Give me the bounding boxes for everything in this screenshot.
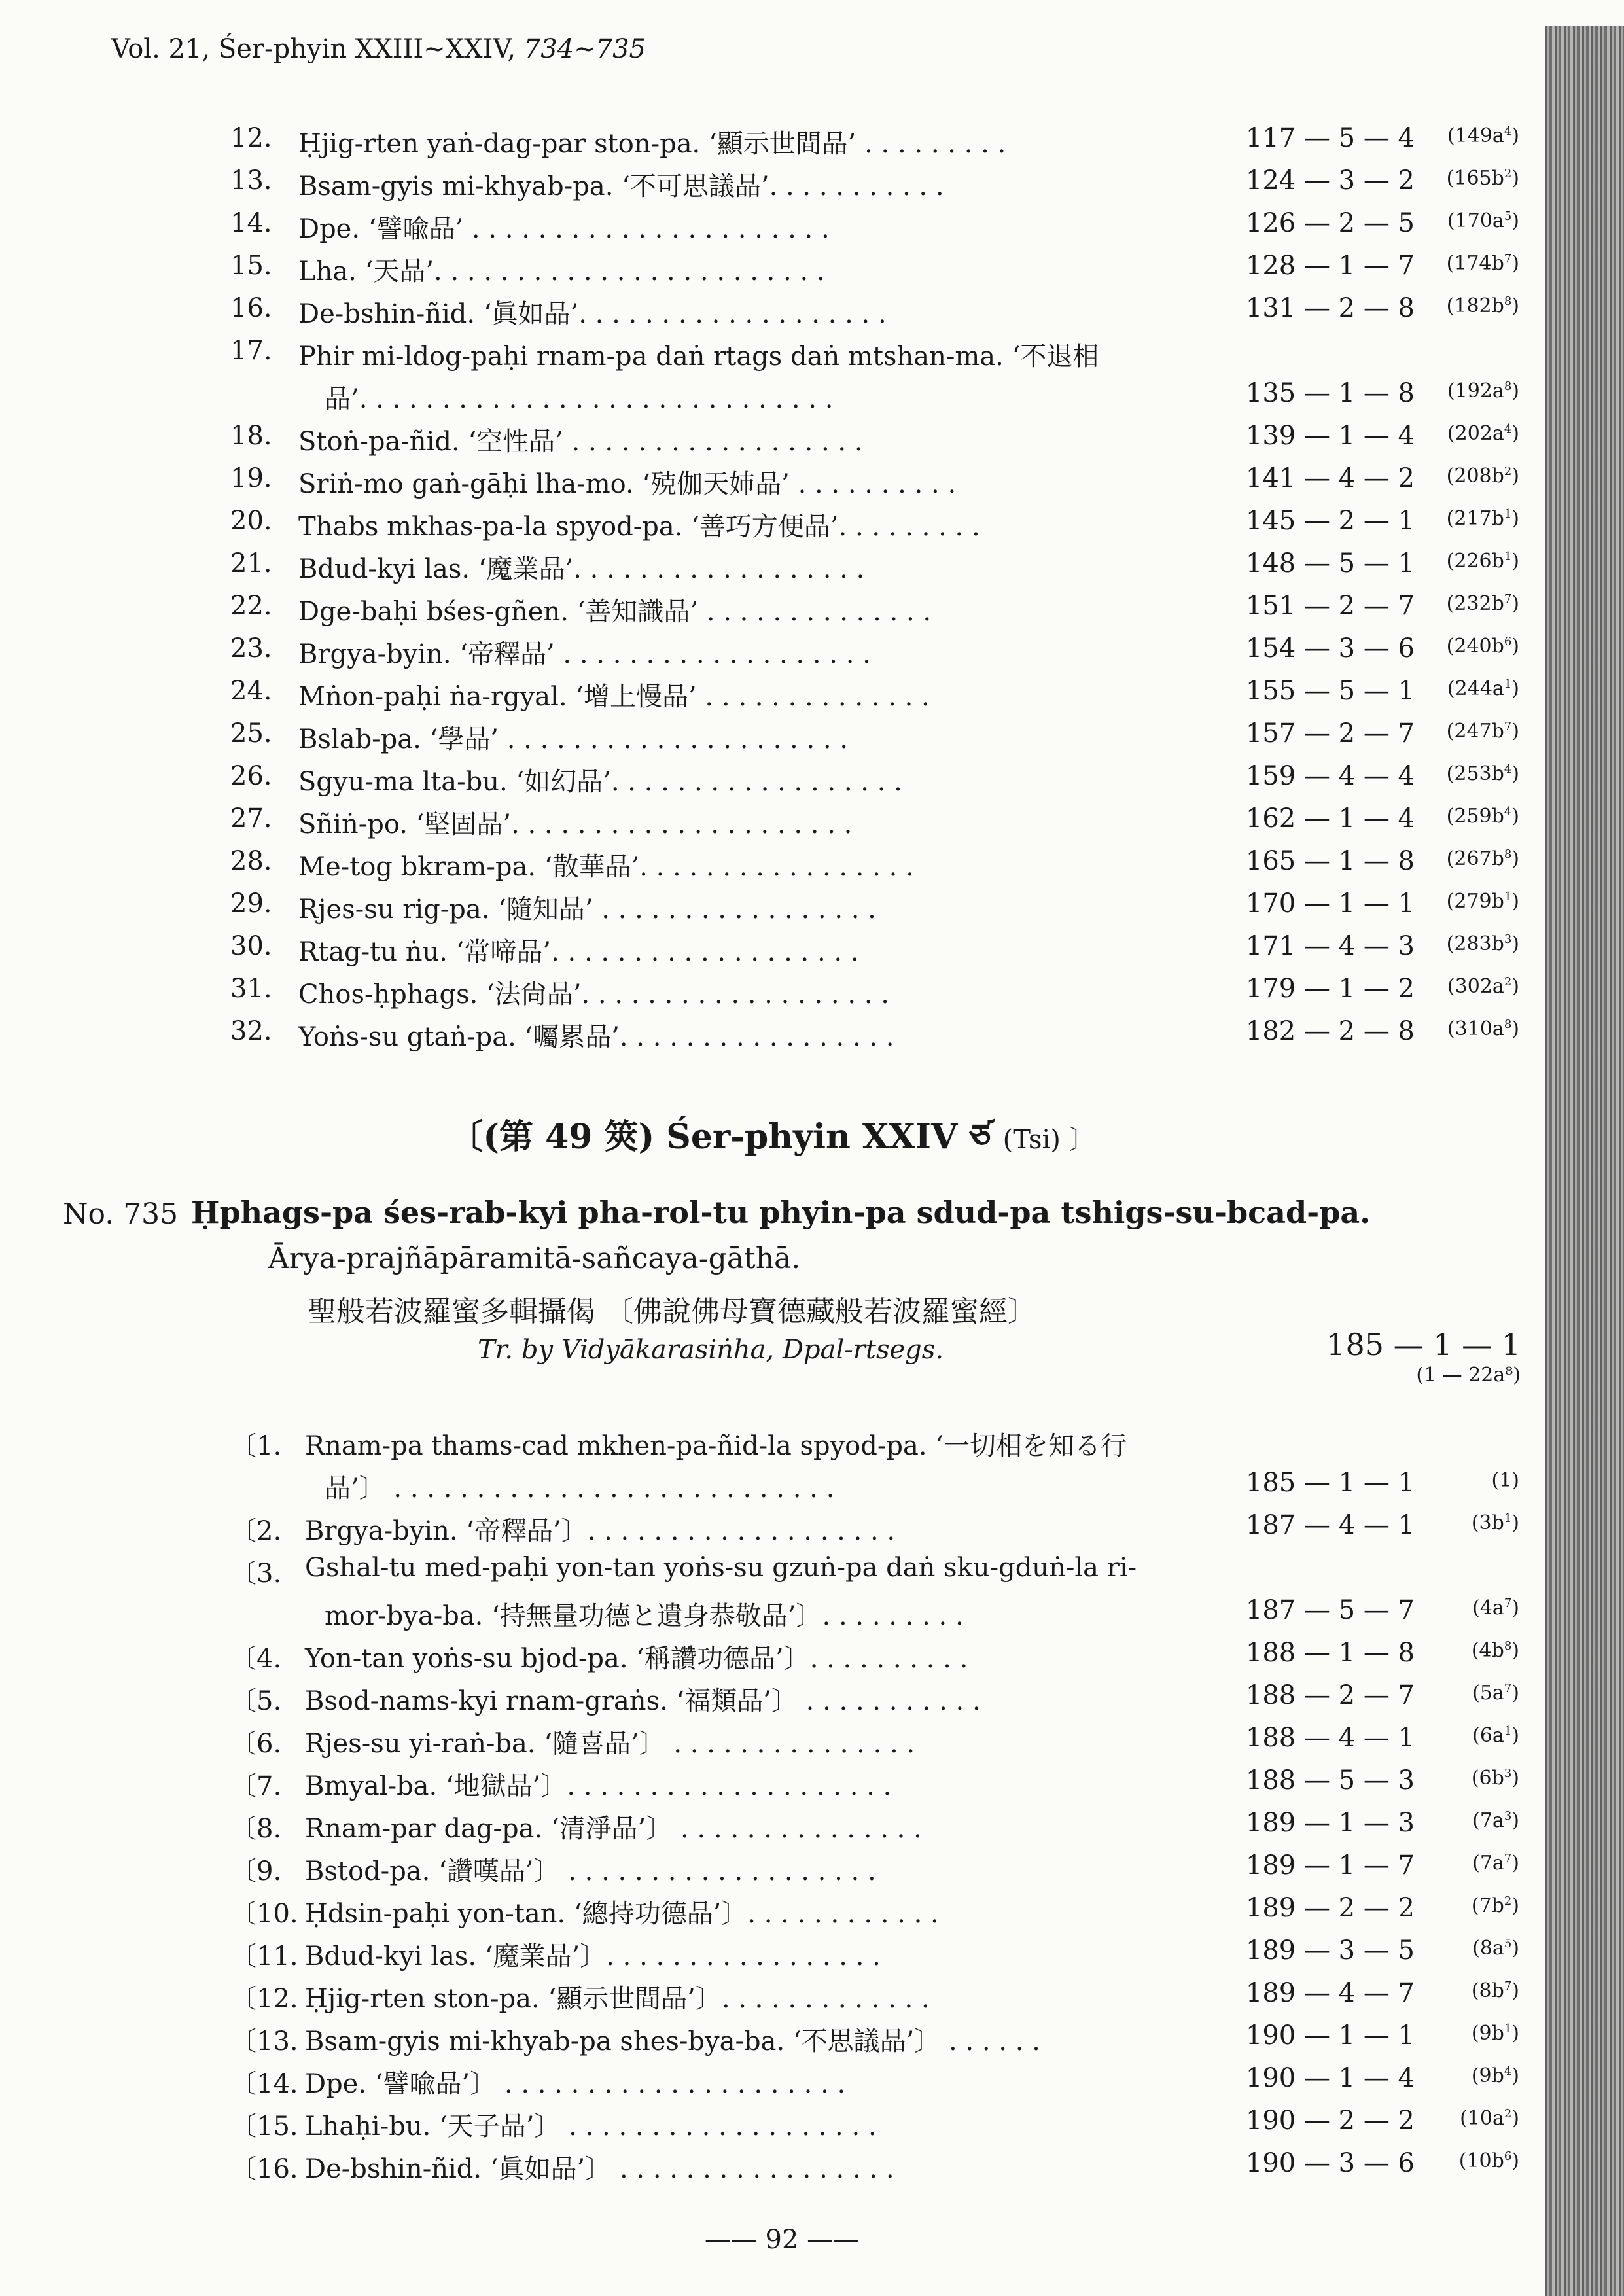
item-title: Bmyal-ba. ‘地獄品’〕. . . . . . . . . . . . . . . . . . . . [305,1771,892,1801]
item-folio-ref: $(302a^2)$ [1447,975,1519,998]
list-item [0,2148,1624,2187]
item-folio-ref: $(208b^2)$ [1446,465,1519,487]
item-volume-ref: 189 — 1 — 7 [1245,1850,1415,1881]
item-title: Dpe. ‘譬喩品’〕 . . . . . . . . . . . . . . . . . . . . . [305,2069,846,2099]
list-item [0,591,1624,630]
list-item [0,676,1624,715]
item-number: 31. [230,974,272,1004]
item-title-continuation: mor-bya-ba. ‘持無量功德と遺身恭敬品’〕. . . . . . . . . [325,1601,964,1631]
item-title: Yoṅs-su gtaṅ-pa. ‘囑累品’. . . . . . . . . . . . . . . . . [298,1022,894,1052]
item-volume-ref: 185 — 1 — 1 [1245,1468,1415,1498]
item-number: 〔4. [230,1644,282,1674]
page-header [111,34,646,64]
item-folio-ref: $(9b^4)$ [1471,2064,1519,2087]
item-title: Rnam-par dag-pa. ‘清淨品’〕 . . . . . . . . . . . . . . . [305,1814,922,1844]
item-number: 16. [230,293,272,323]
item-title: Phir mi-ldog-paḥi rnam-pa daṅ rtags daṅ mtshan-ma. ‘不退相 [298,342,1099,372]
item-folio-ref: (1) [1491,1469,1519,1492]
item-number: 29. [230,889,272,919]
item-volume-ref: 145 — 2 — 1 [1245,506,1415,536]
item-number: 24. [230,676,272,706]
item-folio-ref: $(9b^1)$ [1471,2022,1519,2045]
list-item [0,2063,1624,2102]
list-item [0,804,1624,843]
list-item [0,1425,1624,1504]
item-folio-ref: $(170a^5)$ [1447,209,1519,232]
list-item [0,889,1624,928]
item-folio-ref: $(4b^8)$ [1471,1639,1519,1662]
item-number: 〔16. [230,2154,298,2184]
item-folio-ref: $(253b^4)$ [1446,762,1519,785]
item-volume-ref: 154 — 3 — 6 [1245,633,1415,663]
item-title: Bsod-nams-kyi rnam-graṅs. ‘福類品’〕 . . . . . . . . . . . [305,1686,981,1716]
item-title: Rjes-su yi-raṅ-ba. ‘隨喜品’〕 . . . . . . . . . . . . . . . [305,1729,915,1759]
item-title: Lhaḥi-bu. ‘天子品’〕 . . . . . . . . . . . . . . . . . . . [305,2111,877,2142]
item-number: 26. [230,761,272,791]
item-title: Brgya-byin. ‘帝釋品’ . . . . . . . . . . . . . . . . . . . [298,639,871,669]
item-folio-ref: $(279b^1)$ [1446,890,1519,913]
tibetan-letter-tsi: ཙ [969,1117,991,1157]
item-title: Bstod-pa. ‘讚嘆品’〕 . . . . . . . . . . . . . . . . . . . [305,1856,876,1886]
item-folio-ref: $(244a^1)$ [1447,677,1519,700]
list-item [0,1765,1624,1805]
item-folio-ref: $(6a^1)$ [1472,1724,1519,1747]
item-number: 〔8. [230,1814,282,1844]
item-title: Ḥjig-rten yaṅ-dag-par ston-pa. ‘顯示世間品’ . . . . . . . . . [298,129,1006,159]
list-item [0,718,1624,758]
item-title: Yon-tan yoṅs-su bjod-pa. ‘稱讚功德品’〕. . . . . . . . . . [305,1644,968,1674]
list-item [0,846,1624,885]
item-title: Bdud-kyi las. ‘魔業品’. . . . . . . . . . . . . . . . . . [298,554,865,584]
item-number: 25. [230,718,272,749]
item-number: 〔12. [230,1984,298,2014]
item-volume-ref: 189 — 4 — 7 [1245,1978,1415,2008]
item-volume-ref: 135 — 1 — 8 [1245,378,1415,408]
item-number: 30. [230,931,272,961]
item-volume-ref: 179 — 1 — 2 [1245,974,1415,1004]
item-folio-ref: $(8b^7)$ [1471,1979,1519,2002]
header-volume: Vol. 21, Śer-phyin XXIII∼XXIV, [111,34,524,64]
list-item [0,548,1624,588]
section-heading-text: 〔(第 49 筴) Śer-phyin XXIV [449,1117,970,1157]
item-volume-ref: 148 — 5 — 1 [1245,548,1415,578]
item-number: 20. [230,506,272,536]
item-volume-ref: 141 — 4 — 2 [1245,463,1415,493]
item-title: Bsam-gyis mi-khyab-pa shes-bya-ba. ‘不思議品’〕 . . . . . . [305,2026,1040,2057]
item-volume-ref: 165 — 1 — 8 [1245,846,1415,876]
item-folio-ref: $(165b^2)$ [1446,167,1519,190]
item-volume-ref: 188 — 1 — 8 [1245,1638,1415,1668]
list-item [0,1978,1624,2017]
item-volume-ref: 189 — 2 — 2 [1245,1893,1415,1923]
item-title: Sriṅ-mo gaṅ-gāḥi lha-mo. ‘殑伽天姉品’ . . . . . . . . . . [298,469,957,499]
item-number: 〔11. [230,1941,298,1971]
item-title: Bsam-gyis mi-khyab-pa. ‘不可思議品’. . . . . . . . . . . [298,171,944,202]
item-title: Ḥdsin-paḥi yon-tan. ‘總持功德品’〕. . . . . . . . . . . . [305,1899,939,1929]
item-number: 〔5. [230,1686,282,1716]
item-volume-ref: 188 — 4 — 1 [1245,1723,1415,1753]
item-number: 28. [230,846,272,876]
item-volume-ref: 188 — 2 — 7 [1245,1680,1415,1710]
list-item [0,1510,1624,1549]
item-folio-ref: $(4a^7)$ [1472,1597,1519,1619]
list-item [0,166,1624,205]
list-item [0,293,1624,332]
item-number: 22. [230,591,272,621]
item-title: De-bshin-ñid. ‘眞如品’〕 . . . . . . . . . . . . . . . . . [305,2154,894,2184]
item-volume-ref: 157 — 2 — 7 [1245,718,1415,749]
item-volume-ref: 182 — 2 — 8 [1245,1016,1415,1046]
list-item [0,931,1624,970]
list-item [0,761,1624,800]
item-volume-ref: 117 — 5 — 4 [1245,123,1415,153]
item-title: Rjes-su rig-pa. ‘隨知品’ . . . . . . . . . . . . . . . . . [298,894,876,925]
item-title: Bslab-pa. ‘學品’ . . . . . . . . . . . . . . . . . . . . . [298,724,849,754]
item-volume-ref: 190 — 1 — 4 [1245,2063,1415,2093]
item-folio-ref: $(7a^3)$ [1472,1809,1519,1832]
entry-title: Ḥphags-pa śes-rab-kyi pha-rol-tu phyin-pa sdud-pa tshigs-su-bcad-pa. [191,1195,1371,1230]
list-item [0,974,1624,1013]
list-item [0,208,1624,247]
item-folio-ref: $(232b^7)$ [1446,592,1519,615]
item-volume-ref: 187 — 4 — 1 [1245,1510,1415,1540]
item-title: Ḥjig-rten ston-pa. ‘顯示世間品’〕. . . . . . . . . . . . . [305,1984,930,2014]
item-number: 〔14. [230,2069,298,2099]
item-folio-ref: $(202a^4)$ [1447,422,1519,445]
item-folio-ref: $(192a^8)$ [1447,380,1519,402]
item-number: 〔7. [230,1771,282,1801]
item-title: Stoṅ-pa-ñid. ‘空性品’ . . . . . . . . . . . . . . . . . . [298,427,863,457]
item-number: 21. [230,548,272,578]
item-title: Dge-baḥi bśes-gñen. ‘善知識品’ . . . . . . . . . . . . . . [298,597,932,627]
item-title: Dpe. ‘譬喩品’ . . . . . . . . . . . . . . . . . . . . . . [298,214,830,244]
item-title: Gshal-tu med-paḥi yon-tan yoṅs-su gzuṅ-pa daṅ sku-gduṅ-la ri- [305,1553,1137,1583]
list-item [0,2021,1624,2060]
entry-volume-ref: 185 — 1 — 1 [1326,1327,1521,1362]
item-number: 18. [230,421,272,451]
item-title: Sgyu-ma lta-bu. ‘如幻品’. . . . . . . . . . . . . . . . . . [298,767,902,797]
list-item [0,1638,1624,1677]
page-number: —— 92 —— [704,2225,860,2255]
item-volume-ref: 131 — 2 — 8 [1245,293,1415,323]
item-number: 〔6. [230,1729,282,1759]
item-title: Me-tog bkram-pa. ‘散華品’. . . . . . . . . . . . . . . . . [298,852,914,882]
item-folio-ref: $(7b^2)$ [1471,1894,1519,1917]
item-folio-ref: $(247b^7)$ [1446,720,1519,743]
list-item [0,1016,1624,1055]
list-item [0,506,1624,545]
item-folio-ref: $(10a^2)$ [1460,2107,1519,2130]
item-title: Chos-ḥphags. ‘法尙品’. . . . . . . . . . . . . . . . . . . [298,980,889,1010]
item-folio-ref: $(283b^3)$ [1446,932,1519,955]
item-title: De-bshin-ñid. ‘眞如品’. . . . . . . . . . . . . . . . . . . [298,299,887,329]
list-item [0,1850,1624,1890]
item-folio-ref: $(6b^3)$ [1471,1767,1519,1790]
item-folio-ref: $(310a^8)$ [1447,1017,1519,1040]
item-title: Lha. ‘天品’. . . . . . . . . . . . . . . . . . . . . . . . [298,256,825,287]
item-folio-ref: $(182b^8)$ [1446,294,1519,317]
item-volume-ref: 190 — 3 — 6 [1245,2148,1415,2178]
item-volume-ref: 139 — 1 — 4 [1245,421,1415,451]
item-number: 32. [230,1016,272,1046]
item-folio-ref: $(3b^1)$ [1471,1511,1519,1534]
entry-translators: Tr. by Vidyākarasiṅha, Dpal-rtsegs. [478,1335,944,1365]
item-volume-ref: 188 — 5 — 3 [1245,1765,1415,1795]
item-volume-ref: 162 — 1 — 4 [1245,804,1415,834]
item-volume-ref: 171 — 4 — 3 [1245,931,1415,961]
list-item [0,251,1624,290]
item-folio-ref: $(5a^7)$ [1472,1682,1519,1704]
item-volume-ref: 155 — 5 — 1 [1245,676,1415,706]
item-volume-ref: 190 — 1 — 1 [1245,2021,1415,2051]
item-title: Rtag-tu ṅu. ‘常啼品’. . . . . . . . . . . . . . . . . . . [298,937,859,967]
item-volume-ref: 159 — 4 — 4 [1245,761,1415,791]
item-title-continuation: 品’. . . . . . . . . . . . . . . . . . . . . . . . . . . . . [325,384,834,414]
item-title: Thabs mkhas-pa-la spyod-pa. ‘善巧方便品’. . . . . . . . . [298,512,980,542]
item-number: 13. [230,166,272,196]
item-title-continuation: 品’〕 . . . . . . . . . . . . . . . . . . . . . . . . . . . [325,1474,835,1504]
item-title: Sñiṅ-po. ‘堅固品’. . . . . . . . . . . . . . . . . . . . . [298,809,853,839]
item-number: 27. [230,804,272,834]
item-number: 15. [230,251,272,281]
item-folio-ref: $(259b^4)$ [1446,805,1519,828]
list-item [0,336,1624,414]
item-folio-ref: $(174b^7)$ [1446,252,1519,275]
item-volume-ref: 170 — 1 — 1 [1245,889,1415,919]
item-number: 19. [230,463,272,493]
item-number: 〔9. [230,1856,282,1886]
header-range: 734∼735 [523,34,646,64]
item-folio-ref: $(149a^4)$ [1447,124,1519,147]
item-folio-ref: $(226b^1)$ [1446,550,1519,573]
item-volume-ref: 128 — 1 — 7 [1245,251,1415,281]
list-item [0,1553,1624,1631]
item-volume-ref: 126 — 2 — 5 [1245,208,1415,238]
section-heading-tail: (Tsi) 〕 [1002,1125,1095,1155]
item-number: 〔1. [230,1431,282,1461]
item-folio-ref: $(8a^5)$ [1472,1937,1519,1960]
list-item [0,1680,1624,1720]
item-folio-ref: $(240b^6)$ [1446,635,1519,658]
item-folio-ref: $(10b^6)$ [1458,2149,1519,2172]
entry-chinese-title: 聖般若波羅蜜多輯攝偈 〔佛說佛母寶德藏般若波羅蜜經〕 [308,1295,1036,1328]
item-number: 14. [230,208,272,238]
item-volume-ref: 151 — 2 — 7 [1245,591,1415,621]
item-number: 23. [230,633,272,663]
item-folio-ref: $(217b^1)$ [1446,507,1519,530]
entry-sanskrit-title: Ārya-prajñāpāramitā-sañcaya-gāthā. [268,1242,801,1275]
item-volume-ref: 189 — 3 — 5 [1245,1935,1415,1966]
item-number: 〔10. [230,1899,298,1929]
list-item [0,1893,1624,1932]
item-number: 〔2. [230,1516,282,1546]
list-item [0,421,1624,460]
item-volume-ref: 189 — 1 — 3 [1245,1808,1415,1838]
item-folio-ref: $(267b^8)$ [1446,847,1519,870]
item-title: Brgya-byin. ‘帝釋品’〕. . . . . . . . . . . . . . . . . . . [305,1516,896,1546]
section-heading [0,1099,1544,1195]
item-title: Mṅon-paḥi ṅa-rgyal. ‘增上慢品’ . . . . . . . . . . . . . . [298,682,930,712]
item-volume-ref: 190 — 2 — 2 [1245,2106,1415,2136]
entry-number: No. 735 [63,1197,179,1231]
list-item [0,123,1624,162]
item-number: 〔15. [230,2111,298,2142]
item-title: Rnam-pa thams-cad mkhen-pa-ñid-la spyod-pa. ‘一切相を知る行 [305,1431,1127,1461]
list-item [0,1808,1624,1847]
item-number: 17. [230,336,272,366]
list-item [0,2106,1624,2145]
entry-folio-ref: (1 — 22a⁸) [1416,1364,1521,1386]
item-title: Bdud-kyi las. ‘魔業品’〕. . . . . . . . . . . . . . . . . [305,1941,881,1971]
item-volume-ref: 187 — 5 — 7 [1245,1595,1415,1625]
list-item [0,463,1624,503]
list-item [0,1935,1624,1975]
item-volume-ref: 124 — 3 — 2 [1245,166,1415,196]
item-number: 〔3. [230,1559,282,1589]
list-item [0,1723,1624,1762]
item-folio-ref: $(7a^7)$ [1472,1852,1519,1875]
item-number: 12. [230,123,272,153]
item-number: 〔13. [230,2026,298,2057]
list-item [0,633,1624,673]
